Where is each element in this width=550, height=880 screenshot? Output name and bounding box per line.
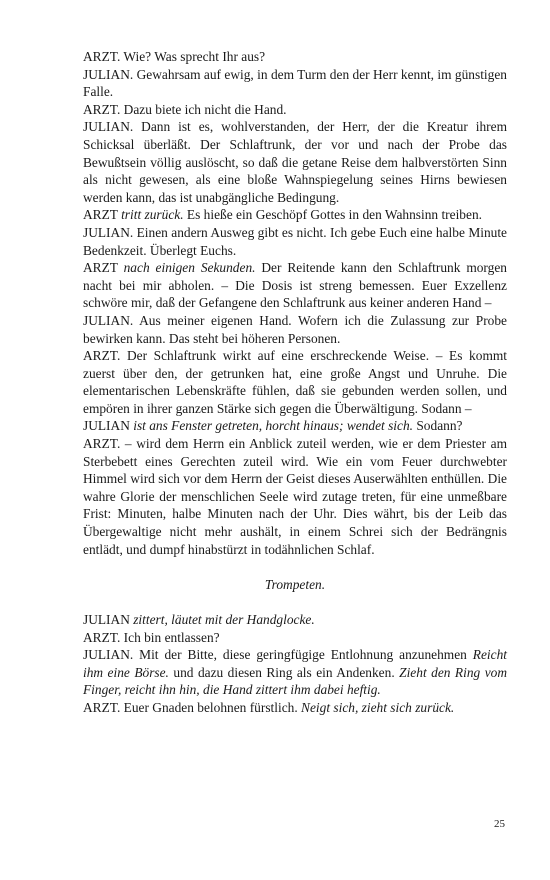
dialogue-line (83, 259, 507, 312)
speech-text: Sodann? (413, 418, 463, 434)
speech-text: ARZT. Euer Gnaden belohnen fürstlich. (83, 699, 302, 715)
stage-note: Neigt sich, zieht sich zurück. (301, 699, 455, 715)
dialogue-line (83, 206, 507, 224)
dialogue-line (83, 312, 507, 347)
stage-note: Reicht ihm eine Börse. (83, 647, 507, 680)
dialogue-line (83, 646, 507, 699)
dialogue-line (83, 435, 507, 558)
dialogue-line (83, 417, 507, 435)
speech-text: ARZT. Dazu biete ich nicht die Hand. (83, 101, 287, 117)
dialogue-line (83, 66, 507, 101)
stage-direction: Trompeten. (264, 576, 326, 592)
speech-text: ARZT (83, 207, 122, 223)
dialogue-line (83, 224, 507, 259)
speech-text: Es hieße ein Geschöpf Gottes in den Wahnsinn treiben. (183, 207, 482, 223)
page-body (83, 48, 507, 717)
speech-text: JULIAN (83, 612, 134, 627)
stage-note: nach einigen Sekunden. (123, 260, 256, 276)
dialogue-line (83, 347, 507, 417)
dialogue-line (83, 629, 507, 647)
speech-text: ARZT. Wie? Was sprecht Ihr aus? (83, 49, 266, 64)
speech-text: und dazu diesen Ring als ein Andenken. (168, 664, 400, 680)
speech-text: JULIAN. Dann ist es, wohlverstanden, der Herr, der die Kreatur ihrem Schicksal überläßt. Der Schlaftrunk, der vor und nach der Probe das Bewußtsein völlig auslöscht, so daß die getane Reise dem halbverstörten Sinn als nicht gewesen, als eine bloße Wahnspiegelung seines Hirns bewiesen werden kann, das ist unabgängliche Bedingung. (83, 119, 507, 205)
stage-note: ist ans Fenster getreten, horcht hinaus; wendet sich. (133, 418, 414, 434)
stage-note: zittert, läutet mit der Handglocke. (133, 612, 315, 627)
dialogue-line (83, 48, 507, 66)
speech-text: JULIAN. Mit der Bitte, diese geringfügige Entlohnung anzunehmen (83, 647, 473, 663)
dialogue-line (83, 118, 507, 206)
stage-note: Zieht den Ring vom Finger, reicht ihn hin, die Hand zittert ihm dabei heftig. (83, 664, 507, 698)
speech-text: ARZT. Ich bin entlassen? (83, 629, 220, 645)
speech-text: JULIAN. Einen andern Ausweg gibt es nicht. Ich gebe Euch eine halbe Minute Bedenkzeit. Überlegt Euchs. (83, 224, 507, 258)
speech-text: ARZT. Der Schlaftrunk wirkt auf eine erschreckende Weise. – Es kommt zuerst über den, der getrunken hat, eine große Angst und Unruhe. Die elementarischen Lebenskräfte fühlen, daß sie gebunden werden sollen, und empören in ihrer ganzen Stärke sich gegen die Überwältigung. Sodann – (83, 348, 507, 416)
dialogue-line (83, 611, 507, 629)
speech-text: JULIAN. Gewahrsam auf ewig, in dem Turm den der Herr kennt, im günstigen Falle. (83, 66, 507, 100)
speech-text: ARZT. – wird dem Herrn ein Anblick zuteil werden, wie er dem Priester am Sterbebett eines Gerechten zuteil wird. Wie ein vom Feuer durchwebter Himmel wird sich vor dem Herrn der Geist dieses Auserwählten enthüllen. Die wahre Glorie der menschlichen Seele wird zutage treten, für eine unmeßbare Frist: Minuten, halbe Minuten nach der Uhr. Dies währt, bis der Leib das Übergewaltige nicht mehr aushält, in einem Schrei sich der Bedrängnis entlädt, und dumpf hinabstürzt in todähnlichen Schlaf. (83, 436, 507, 557)
dialogue-block-after (83, 611, 507, 717)
speech-text: Der Reitende kann den Schlaftrunk morgen nacht bei mir abholen. – Die Dosis ist streng bemessen. Euer Exzellenz schwöre mir, daß der Gefangene den Schlaftrunk aus keiner anderen Hand – (83, 260, 507, 311)
stage-note: tritt zurück. (121, 207, 184, 223)
dialogue-line (83, 101, 507, 119)
page-number: 25 (494, 818, 505, 830)
dialogue-block (83, 48, 507, 558)
speech-text: ARZT (83, 260, 124, 276)
speech-text: JULIAN. Aus meiner eigenen Hand. Wofern ich die Zulassung zur Probe bewirken kann. Das steht bei höheren Personen. (83, 312, 507, 346)
speech-text: JULIAN (83, 418, 134, 434)
dialogue-line (83, 699, 507, 717)
